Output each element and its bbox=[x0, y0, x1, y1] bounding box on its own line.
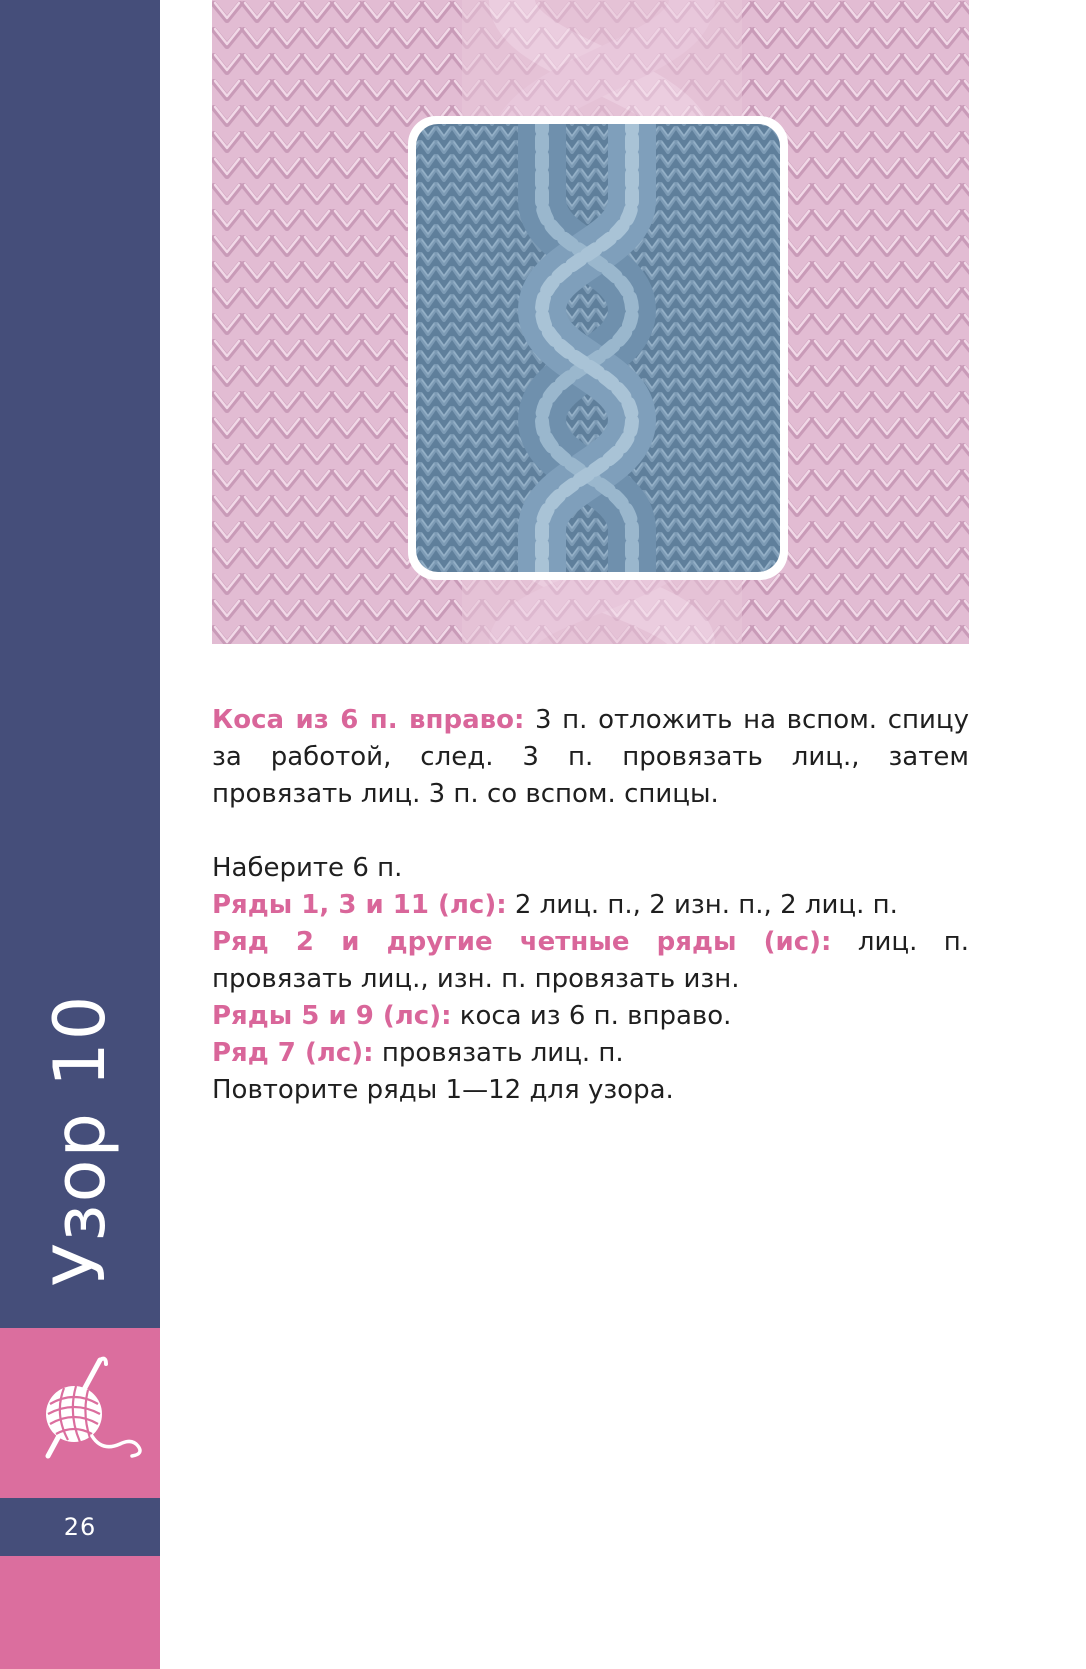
yarn-ball-crochet-hook-icon bbox=[30, 1352, 154, 1476]
pattern-title: Узор 10 bbox=[39, 993, 121, 1287]
row-instruction bbox=[212, 924, 969, 998]
cable-definition bbox=[212, 702, 969, 813]
row-text: 2 лиц. п., 2 изн. п., 2 лиц. п. bbox=[506, 890, 898, 920]
row-label: Ряды 1, 3 и 11 (лс): bbox=[212, 890, 507, 920]
row-label: Ряд 7 (лс): bbox=[212, 1038, 374, 1068]
row-text: коса из 6 п. вправо. bbox=[451, 1001, 732, 1031]
cast-on-instruction: Наберите 6 п. bbox=[212, 853, 403, 883]
row-text: провязать лиц. п. bbox=[373, 1038, 624, 1068]
row-instruction bbox=[212, 887, 969, 924]
repeat-instruction: Повторите ряды 1—12 для узора. bbox=[212, 1075, 674, 1105]
row-label: Ряды 5 и 9 (лс): bbox=[212, 1001, 452, 1031]
pattern-instructions bbox=[212, 702, 969, 1109]
page-number-band bbox=[0, 1498, 160, 1556]
definition-term: Коса из 6 п. вправо: bbox=[212, 705, 525, 735]
sidebar-title-band bbox=[0, 0, 160, 1328]
row-text: лиц. п. провязать лиц., изн. п. провязать изн. bbox=[212, 927, 969, 994]
row-instruction bbox=[212, 998, 969, 1035]
sidebar bbox=[0, 0, 160, 1669]
sidebar-bottom-band bbox=[0, 1556, 160, 1669]
knitted-cable-swatch-photo bbox=[212, 0, 969, 644]
definition-text: 3 п. отложить на вспом. спицу за работой, след. 3 п. провязать лиц., затем провязать лиц. 3 п. со вспом. спицы. bbox=[212, 705, 969, 809]
page-number: 26 bbox=[63, 1513, 97, 1541]
row-instruction bbox=[212, 1035, 969, 1072]
row-label: Ряд 2 и другие четные ряды (ис): bbox=[212, 927, 832, 957]
